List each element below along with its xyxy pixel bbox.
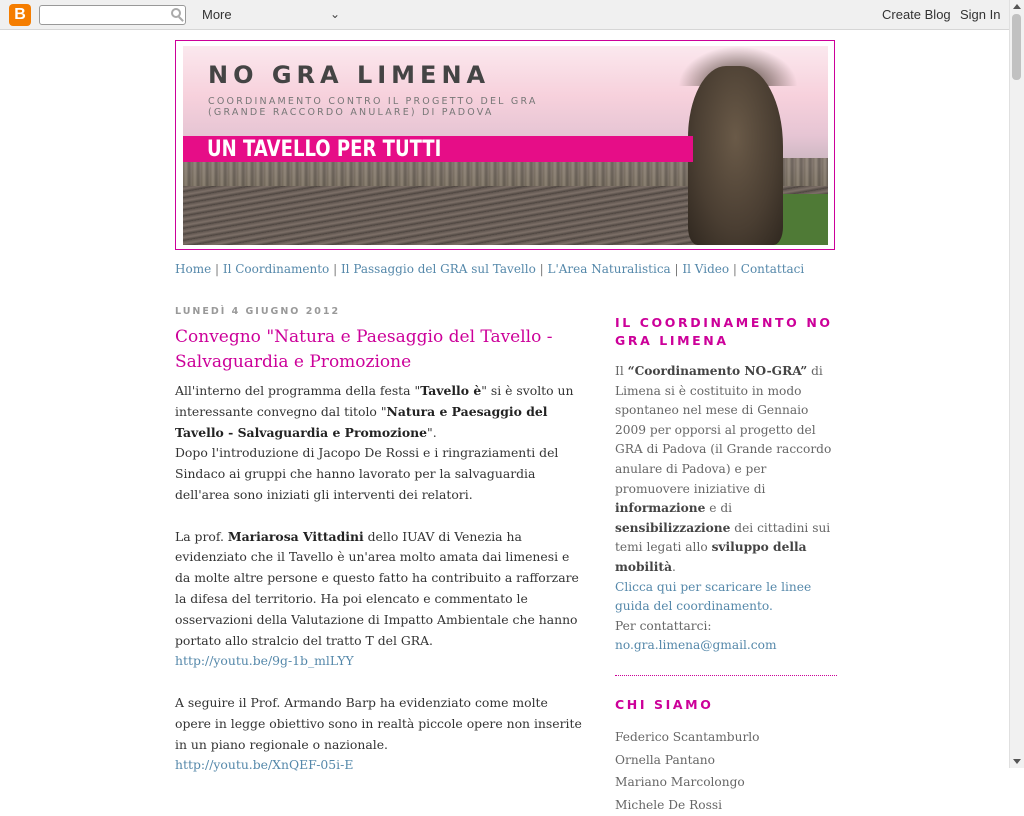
list-item: Mariano Marcolongo	[615, 775, 745, 790]
link-coordinamento[interactable]: Il Coordinamento	[222, 262, 330, 276]
more-label: More	[202, 7, 232, 22]
post-body	[175, 381, 587, 776]
blog-description-line: COORDINAMENTO CONTRO IL PROGETTO DEL GRA	[208, 96, 538, 107]
link-area-naturalistica[interactable]: L'Area Naturalistica	[547, 262, 671, 276]
text: dello IUAV di Venezia ha evidenziato che il Tavello è un'area molto amata dai limenesi e da molte altre persone e questo fatto ha contribuito a rafforzare la difesa del territorio. Ha poi elencato e commentato le osservazioni della Valutazione di Impatto Ambientale che hanno portato allo stralcio del tratto T del GRA.	[175, 528, 579, 648]
post-paragraph	[175, 381, 587, 443]
scroll-down-arrow-icon[interactable]	[1013, 759, 1021, 764]
text: All'interno del programma della festa "	[175, 383, 421, 398]
post-paragraph: A seguire il Prof. Armando Barp ha evidenziato come molte opere in legge obiettivo sono in realtà piccole opere non inserite in un piano regionale o nazionale.	[175, 694, 582, 752]
sidebar-heading-coordinamento: IL COORDINAMENTO NO GRA LIMENA	[615, 315, 833, 348]
search-icon[interactable]	[171, 8, 181, 18]
sidebar-heading-chi-siamo: CHI SIAMO	[615, 696, 714, 712]
text: dei cittadini sui temi legati allo	[615, 520, 831, 555]
youtube-link[interactable]: http://youtu.be/9g-1b_mlLYY	[175, 653, 354, 669]
sidebar	[615, 314, 837, 816]
text: ".	[427, 424, 437, 440]
create-blog-link[interactable]: Create Blog	[882, 7, 951, 22]
vertical-scrollbar[interactable]	[1009, 0, 1024, 768]
main-column	[175, 306, 587, 776]
link-passaggio-gra[interactable]: Il Passaggio del GRA sul Tavello	[340, 262, 536, 276]
text: Il	[615, 364, 628, 378]
bold-text: “Coordinamento NO-GRA”	[627, 364, 808, 378]
willow-trunk	[688, 66, 783, 245]
bold-text: sviluppo della mobilità	[615, 540, 807, 574]
scroll-thumb[interactable]	[1012, 14, 1021, 80]
link-home[interactable]: Home	[175, 262, 212, 276]
post-paragraph: Dopo l'introduzione di Jacopo De Rossi e i ringraziamenti del Sindaco ai gruppi che hanno lavorato per la salvaguardia dell'area sono iniziati gli interventi dei relatori.	[175, 445, 559, 502]
scroll-up-arrow-icon[interactable]	[1013, 4, 1021, 9]
members-list	[615, 726, 837, 816]
page-links: Home | Il Coordinamento | Il Passaggio del GRA sul Tavello | L'Area Naturalistica | Il Video | Contattaci	[175, 262, 805, 276]
post-paragraph	[175, 527, 587, 652]
post-date: LUNEDÌ 4 GIUGNO 2012	[175, 306, 341, 317]
more-dropdown[interactable]	[202, 7, 342, 23]
text: La prof.	[175, 528, 228, 544]
blog-title[interactable]: NO GRA LIMENA	[208, 61, 491, 89]
post-title[interactable]: Convegno "Natura e Paesaggio del Tavello - Salvaguardia e Promozione	[175, 327, 553, 372]
blogger-navbar	[0, 0, 1010, 30]
search-input[interactable]	[39, 5, 186, 25]
coordinamento-description	[615, 362, 837, 656]
bold-text: Mariarosa Vittadini	[227, 528, 364, 544]
blog-description	[208, 96, 568, 118]
chevron-down-icon: ⌄	[329, 7, 340, 21]
sign-in-link[interactable]: Sign In	[960, 7, 1001, 22]
list-item: Federico Scantamburlo	[615, 729, 760, 744]
list-item: Ornella Pantano	[615, 752, 715, 767]
email-link[interactable]: no.gra.limena@gmail.com	[615, 638, 777, 653]
bold-text: Tavello è	[420, 383, 482, 398]
contact-label: Per contattarci:	[615, 618, 712, 633]
blog-description-line: (GRANDE RACCORDO ANULARE) DI PADOVA	[208, 107, 494, 118]
list-item: Michele De Rossi	[615, 797, 723, 812]
text: di Limena si è costituito in modo spontaneo nel mese di Gennaio 2009 per opporsi al progetto del GRA di Padova (il Grande raccordo anulare di Padova) e per promuovere iniziative di	[615, 364, 832, 496]
bold-text: sensibilizzazione	[615, 520, 731, 535]
bold-text: Natura e Paesaggio del Tavello - Salvaguardia e Promozione	[175, 403, 548, 440]
banner-text: UN TAVELLO PER TUTTI	[207, 137, 442, 162]
sidebar-divider	[615, 675, 837, 676]
text: " si è svolto un interessante convegno dal titolo "	[175, 383, 574, 419]
bold-text: informazione	[615, 501, 706, 516]
link-video[interactable]: Il Video	[682, 262, 730, 276]
guide-download-link[interactable]: Clicca qui per scaricare le linee guida del coordinamento.	[615, 579, 812, 614]
text: .	[671, 559, 676, 574]
text: e di	[705, 501, 733, 516]
link-contattaci[interactable]: Contattaci	[740, 262, 805, 276]
blogger-logo-icon[interactable]: B	[9, 4, 31, 26]
youtube-link[interactable]: http://youtu.be/XnQEF-05i-E	[175, 757, 354, 773]
